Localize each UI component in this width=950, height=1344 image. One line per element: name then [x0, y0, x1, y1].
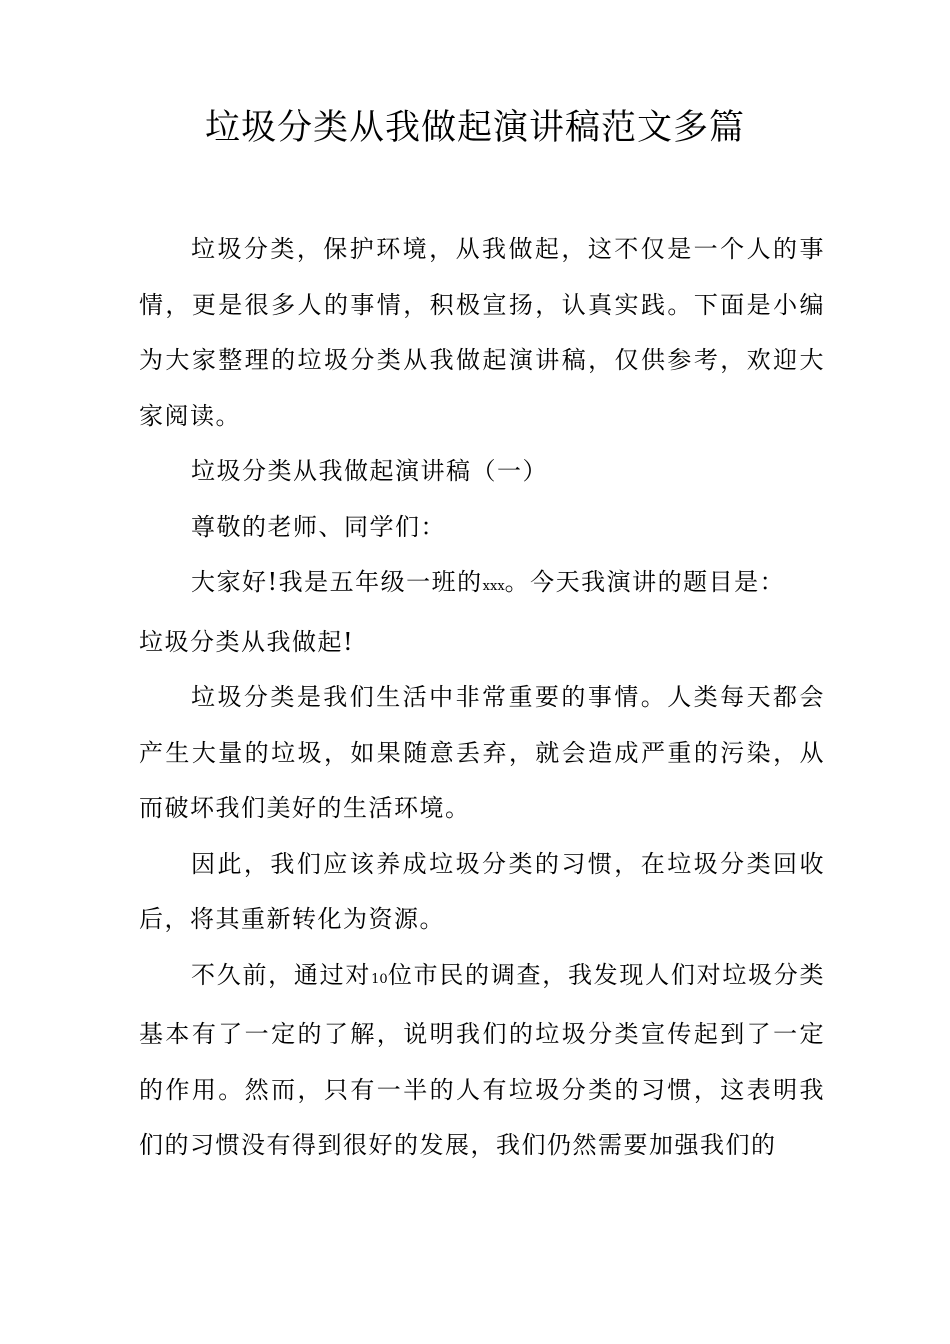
survey-paragraph	[139, 948, 825, 1174]
greeting-paragraph	[139, 555, 825, 615]
document-body	[139, 222, 825, 1174]
greeting-text-before: 大家好!我是五年级一班的	[191, 568, 483, 596]
body-paragraph: 因此，我们应该养成垃圾分类的习惯，在垃圾分类回收后，将其重新转化为资源。	[139, 849, 825, 933]
speech-title-line: 垃圾分类从我做起!	[139, 627, 355, 656]
document-title: 垃圾分类从我做起演讲稿范文多篇	[204, 108, 745, 148]
body-paragraph: 垃圾分类是我们生活中非常重要的事情。人类每天都会产生大量的垃圾，如果随意丢弃，就会造成严重的污染，从而破坏我们美好的生活环境。	[139, 683, 825, 822]
salutation: 尊敬的老师、同学们：	[191, 512, 446, 541]
survey-number: 10	[371, 971, 388, 987]
greeting-text-after: 。今天我演讲的题目是：	[504, 568, 786, 596]
survey-text-after: 位市民的调查，我发现人们对垃圾分类基本有了一定的了解，说明我们的垃圾分类宣传起到了一定的作用。然而，只有一半的人有垃圾分类的习惯，这表明我们的习惯没有得到很好的发展，我们仍然需要加强我们的	[139, 960, 826, 1159]
survey-text-before: 不久前，通过对	[191, 960, 372, 989]
section-heading: 垃圾分类从我做起演讲稿（一）	[191, 457, 548, 485]
intro-paragraph: 垃圾分类，保护环境，从我做起，这不仅是一个人的事情，更是很多人的事情，积极宣扬，认真实践。下面是小编为大家整理的垃圾分类从我做起演讲稿，仅供参考，欢迎大家阅读。	[139, 235, 825, 430]
speaker-name-placeholder: xxx	[482, 579, 505, 594]
